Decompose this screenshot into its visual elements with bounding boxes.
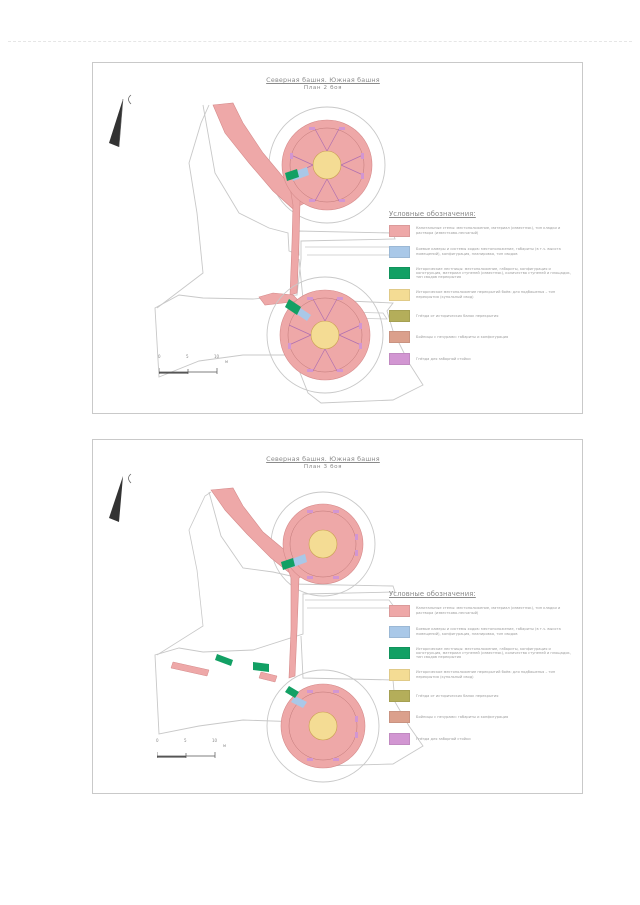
legend-swatch — [389, 733, 410, 745]
legend-label: Бойницы с печурами: габариты и конфигурация — [416, 715, 509, 720]
scale-label-0: 0 — [156, 738, 159, 743]
plan-title-block — [213, 77, 433, 92]
scale-label-5: 5 — [186, 354, 189, 359]
legend-item-chambers — [389, 246, 577, 257]
legend-item-stairs — [389, 268, 577, 279]
legend-label: Боевые камеры и системы ходов: местоположение, габариты (в т.ч. высота помещений), конфигурация, планировка, тип сводов — [416, 627, 561, 636]
legend-item-chambers — [389, 626, 577, 637]
legend-item-beam-sockets — [389, 311, 577, 322]
legend-label: Капитальные стены: местоположение, материал (известняк), тип кладки и раствора (известково-песчаный) — [416, 606, 561, 615]
legend-swatch — [389, 690, 410, 702]
plan-sheet-level-3 — [92, 439, 583, 794]
legend-label: Гнёзда для заборной стойки — [416, 356, 471, 361]
scale-label-10: 10 — [212, 738, 218, 743]
legend-label: Историческое местоположение перекрытий боёв: для подбашенья – тип перекрытия (купольный свод) — [416, 670, 556, 679]
legend-label: Гнёзда от исторических балок перекрытия — [416, 693, 499, 698]
legend-item-floors — [389, 669, 577, 680]
legend-swatch — [389, 647, 410, 659]
north-tower — [282, 120, 372, 210]
scale-label-0: 0 — [158, 354, 161, 359]
legend-item-walls — [389, 225, 577, 236]
scale-unit: м — [223, 743, 227, 748]
legend-item-post-sockets — [389, 733, 577, 744]
legend-swatch — [389, 289, 410, 301]
legend-swatch — [389, 331, 410, 343]
page-top-divider — [8, 41, 632, 42]
legend-swatch — [389, 267, 410, 279]
connecting-wall — [287, 566, 303, 678]
legend-swatch — [389, 246, 410, 258]
map-legend — [389, 590, 577, 755]
legend-swatch — [389, 225, 410, 237]
legend-swatch — [389, 605, 410, 617]
legend-label: Исторические лестницы: местоположение, габариты, конфигурация и конструкция, материал ступеней (известняк), количество ступеней и площадок, тип сводов перекрытия — [416, 266, 571, 280]
legend-swatch — [389, 669, 410, 681]
legend-swatch — [389, 711, 410, 723]
south-tower — [281, 684, 365, 768]
plan-subtitle: План 3 боя — [303, 463, 343, 470]
legend-label: Боевые камеры и системы ходов: местоположение, габариты (в т.ч. высота помещений), конфигурация, планировка, тип сводов — [416, 247, 561, 256]
legend-item-stairs — [389, 648, 577, 659]
plan-title-block — [213, 456, 433, 471]
legend-item-beam-sockets — [389, 691, 577, 702]
north-arrow-icon — [109, 95, 131, 147]
legend-item-floors — [389, 289, 577, 300]
legend-swatch — [389, 310, 410, 322]
south-tower — [280, 290, 370, 380]
legend-item-loopholes — [389, 712, 577, 723]
scale-bar — [157, 738, 227, 763]
legend-swatch — [389, 626, 410, 638]
legend-item-post-sockets — [389, 353, 577, 364]
scale-bar — [159, 354, 229, 379]
legend-label: Гнёзда для заборной стойки — [416, 736, 471, 741]
legend-swatch — [389, 353, 410, 365]
legend-title: Условные обозначения: — [389, 210, 476, 218]
legend-label: Бойницы с печурами: габариты и конфигурация — [416, 335, 509, 340]
north-arrow-icon — [109, 474, 131, 522]
legend-label: Капитальные стены: местоположение, материал (известняк), тип кладки и раствора (известково-песчаный) — [416, 226, 561, 235]
legend-label: Исторические лестницы: местоположение, габариты, конфигурация и конструкция, материал ступеней (известняк), количество ступеней и площадок, тип сводов перекрытия — [416, 646, 571, 660]
legend-item-loopholes — [389, 332, 577, 343]
legend-label: Историческое местоположение перекрытий боёв: для подбашенья – тип перекрытия (купольный свод) — [416, 290, 556, 299]
plan-title: Северная башня. Южная башня — [266, 455, 380, 463]
scale-unit: м — [225, 359, 229, 364]
scale-label-5: 5 — [184, 738, 187, 743]
plan-subtitle: План 2 боя — [303, 84, 343, 91]
legend-label: Гнёзда от исторических балок перекрытия — [416, 313, 499, 318]
plan-sheet-level-2 — [92, 62, 583, 414]
plan-title: Северная башня. Южная башня — [266, 76, 380, 84]
legend-item-walls — [389, 605, 577, 616]
map-legend — [389, 210, 577, 375]
legend-title: Условные обозначения: — [389, 590, 476, 598]
scale-label-10: 10 — [214, 354, 220, 359]
